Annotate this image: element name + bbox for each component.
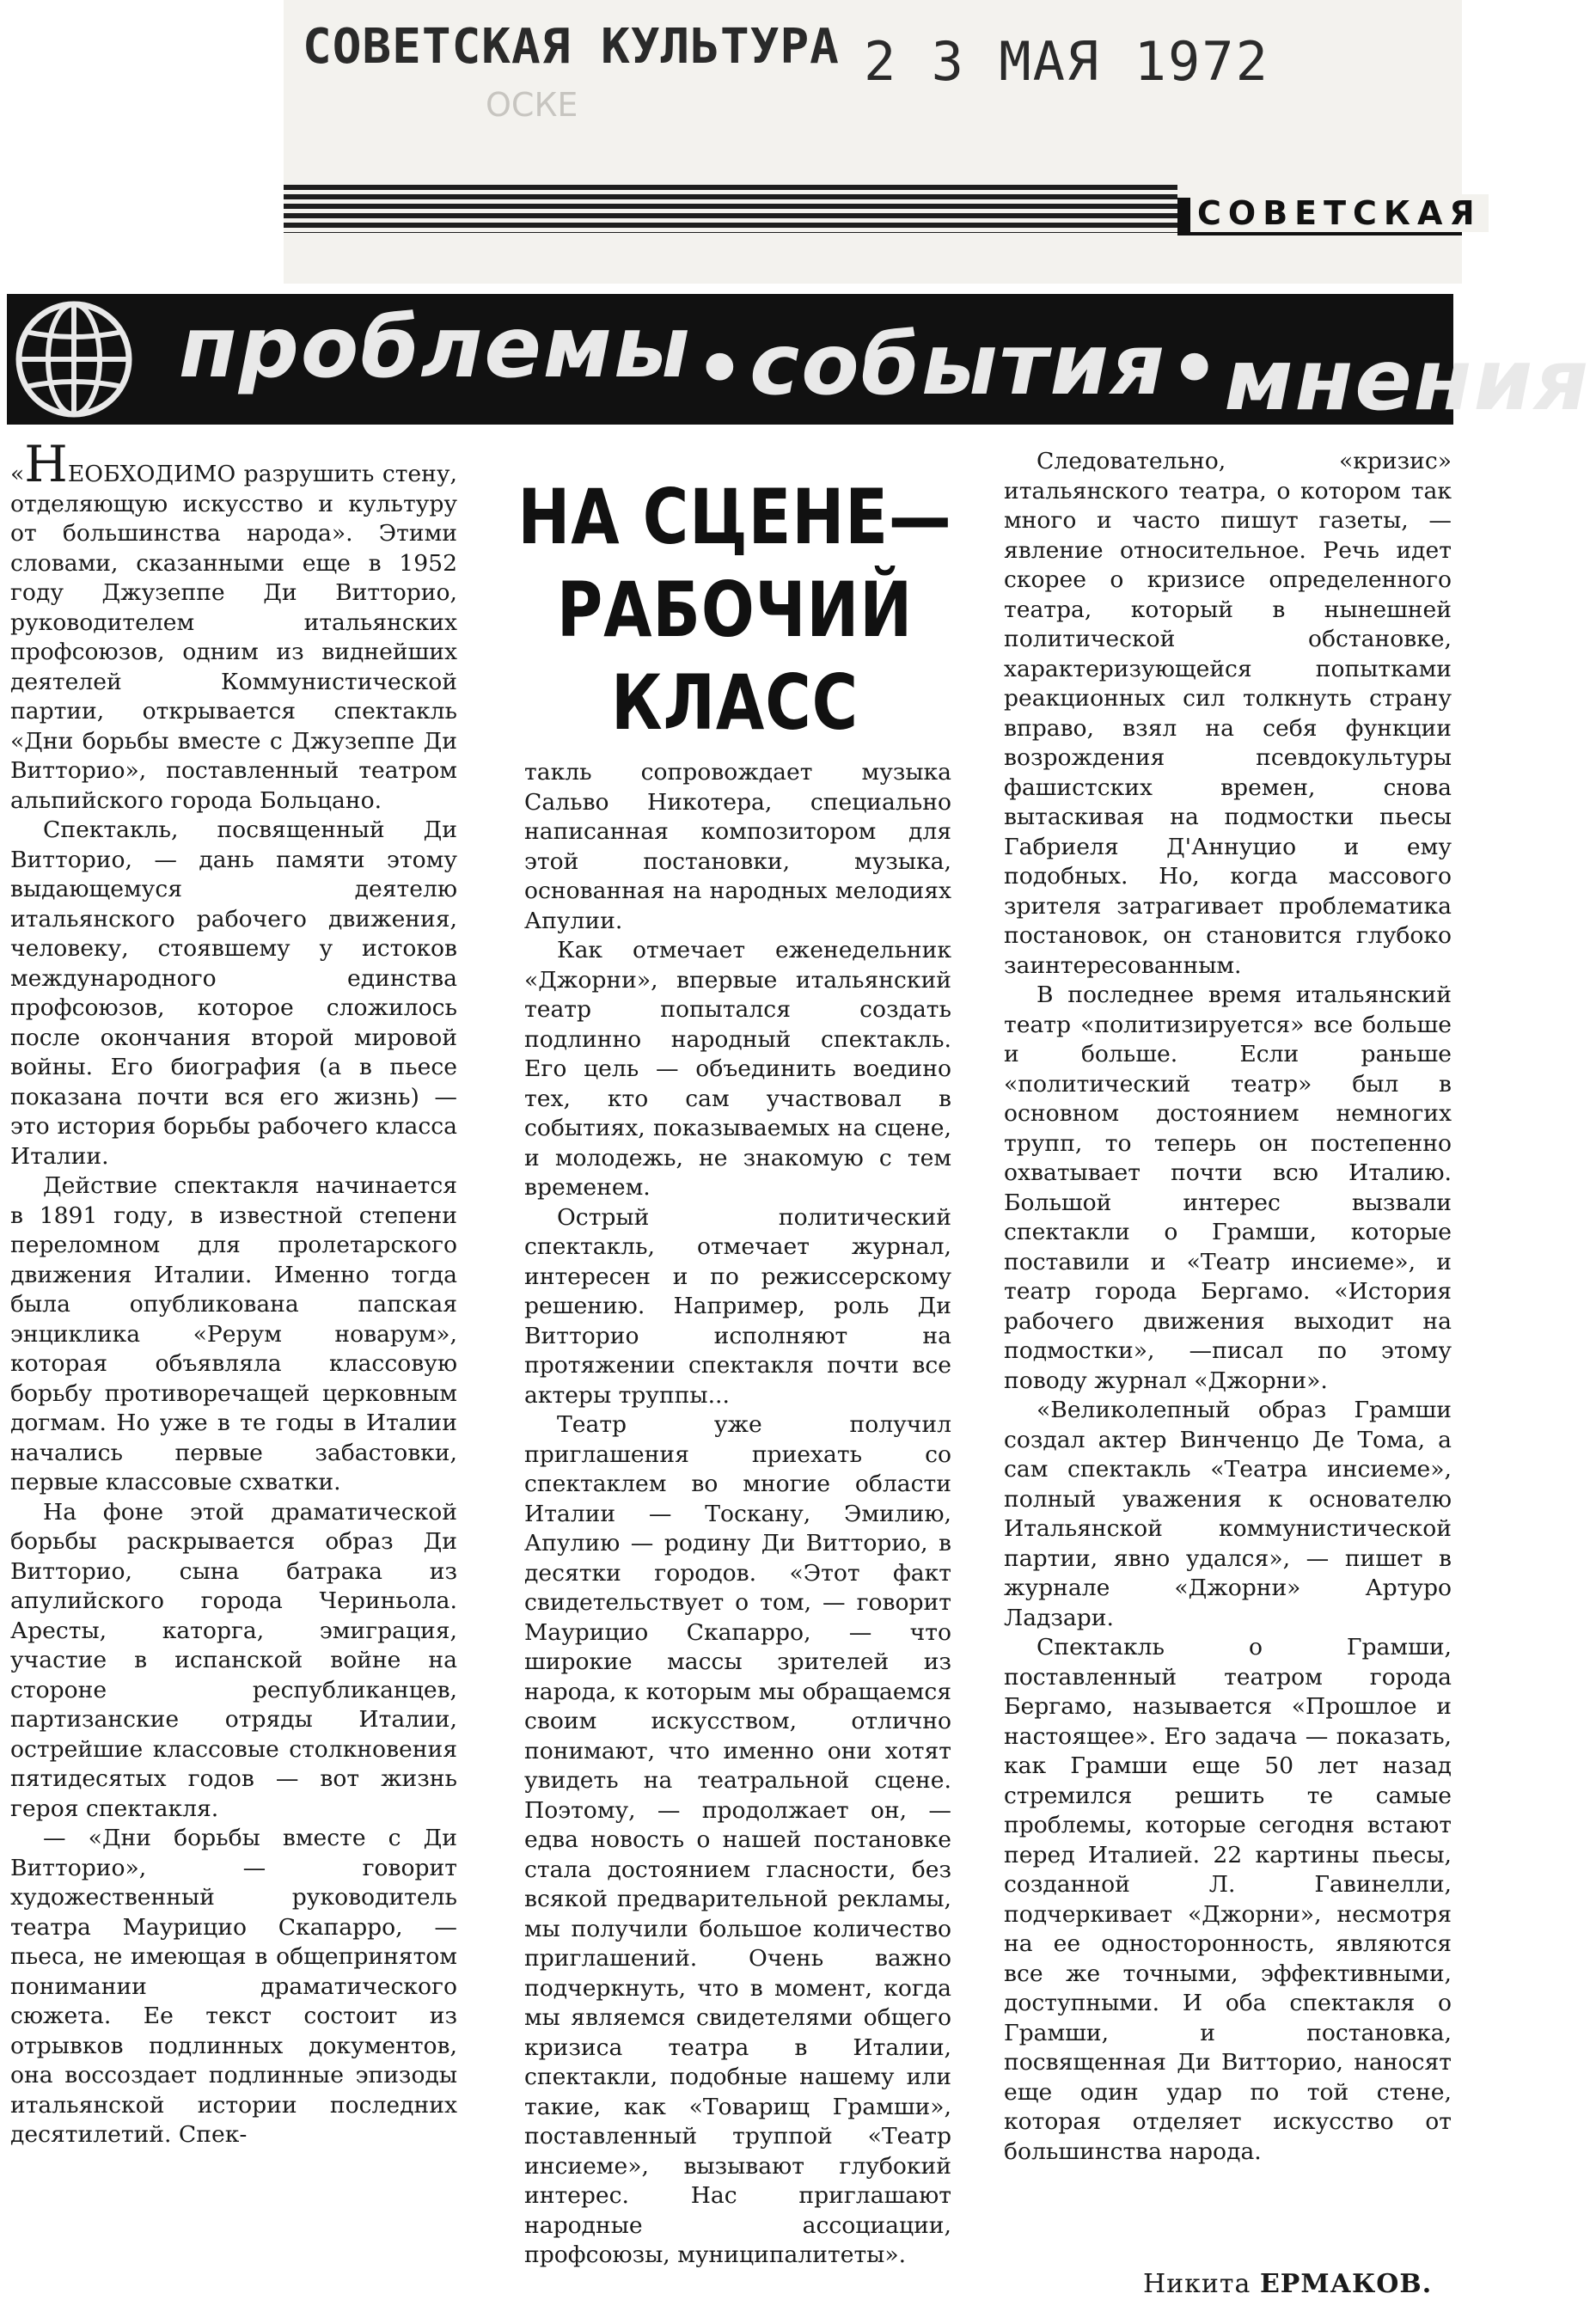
paragraph: — «Дни борьбы вместе с Ди Витторио», — говорит художественный руководитель театра Маурицио Скапарро, — пьеса, не имеющая в общепринятом понимании драматического сюжета. Ее текст состоит из отрывков подлинных документов, она воссоздает подлинные эпизоды итальянской истории последних десятилетий. Спек- — [10, 1825, 457, 2148]
date-stamp: 2 3 МАЯ 1972 — [864, 30, 1269, 93]
paragraph: Острый политический спектакль, отмечает журнал, интересен и по режиссерскому решению. Например, роль Ди Витторио исполняют на протяжении спектакля почти все актеры труппы... — [524, 1203, 951, 1409]
rubric-title — [179, 299, 1590, 430]
rubric-separator: • — [1169, 323, 1221, 414]
paragraph: Театр уже получил приглашения приехать со спектаклем во многие области Италии — Тоскану, Эмилию, Апулию — родину Ди Витторио, в десятки городов. «Этот факт свидетельствует о том, — говорит Маурицио Скапарро, — что широкие массы зрителей из народа, к которым мы обращаемся своим искусством, отлично понимают, что именно они хотят увидеть на театральной сцене. Поэтому, — продолжает он, — едва новость о нашей постановке стала достоянием гласности, без всякой предварительной рекламы, мы получили большое количество приглашений. Очень важно подчеркнуть, что в момент, когда мы являемся свидетелями общего кризиса театра в Италии, спектакли, подобные нашему или такие, как «Товарищ Грамши», поставленный труппой «Театр инсиеме», вызывают глубокий интерес. Нас приглашают народные ассоциации, профсоюзы, муниципалитеты». — [524, 1411, 951, 2268]
paragraph — [10, 435, 457, 816]
opening-quote: « — [10, 461, 25, 487]
author-signature — [1143, 2269, 1432, 2299]
headline-line: НА СЦЕНЕ— — [517, 473, 952, 561]
masthead-word: СОВЕТСКАЯ — [1190, 194, 1489, 232]
paragraph: такль сопровождает музыка Сальво Никотера, специально написанная композитором для этой постановки, музыка, основанная на народных мелодиях Апулии. — [524, 759, 951, 934]
rubric-separator: • — [694, 323, 747, 414]
article-column-2 — [524, 758, 951, 2271]
faded-stamp-text: ОСКЕ — [486, 86, 578, 124]
paragraph: «Великолепный образ Грамши создал актер Винченцо Де Тома, а сам спектакль «Театра инсиеме», полный уважения к основателю Итальянской коммунистической партии, явно удался», — пишет в журнале «Джорни» Артуро Ладзари. — [1004, 1397, 1452, 1631]
author-first-name: Никита — [1143, 2269, 1251, 2299]
rubric-word-problems: проблемы — [179, 299, 692, 397]
rubric-word-opinions: мнения — [1224, 332, 1590, 430]
masthead-rules — [284, 185, 1177, 233]
paragraph: Следовательно, «кризис» итальянского театра, о котором так много и часто пишут газеты, — явление относительное. Речь идет скорее о кризисе определенного театра, который в нынешней политической обстановке, характеризующейся попытками реакционных сил толкнуть страну вправо, взял на себя функции возрождения псевдокультуры фашистских времен, снова вытаскивая на подмостки пьесы Габриеля Д'Аннуцио и ему подобных. Но, когда массового зрителя затрагивает проблематика постановок, он становится глубоко заинтересованным. — [1004, 448, 1452, 979]
article-column-1 — [10, 435, 457, 2150]
headline-line: РАБОЧИЙ — [556, 566, 914, 654]
paragraph: Спектакль, посвященный Ди Витторио, — дань памяти этому выдающемуся деятелю итальянского рабочего движения, человеку, стоявшему у истоков международного единства профсоюзов, которое сложилось после окончания второй мировой войны. Его биография (а в пьесе показана почти вся его жизнь) — это история борьбы рабочего класса Италии. — [10, 816, 457, 1170]
newspaper-name-stamp: СОВЕТСКАЯ КУЛЬТУРА — [303, 19, 840, 75]
paragraph: На фоне этой драматической борьбы раскрывается образ Ди Витторио, сына батрака из апулийского города Чериньола. Аресты, каторга, эмиграция, участие в испанской войне на стороне республиканцев, партизанские отряды Италии, острейшие классовые столкновения пятидесятых годов — вот жизнь героя спектакля. — [10, 1498, 457, 1822]
headline-line: КЛАСС — [611, 658, 859, 747]
globe-icon — [14, 297, 134, 421]
paragraph: В последнее время итальянский театр «политизируется» все больше и больше. Если раньше «политический театр» был в основном достоянием немногих трупп, то теперь он постепенно охватывает почти всю Италию. Большой интерес вызвали спектакли о Грамши, которые поставили и «Театр инсиеме», и театр города Бергамо. «История рабочего движения выходит на подмостки», —писал по этому поводу журнал «Джорни». — [1004, 982, 1452, 1394]
paragraph: Как отмечает еженедельник «Джорни», впервые итальянский театр попытался создать подлинно народный спектакль. Его цель — объединить воедино тех, кто сам участвовал в событиях, показываемых на сцене, и молодежь, не знакомую с тем временем. — [524, 937, 951, 1201]
rubric-banner — [7, 294, 1590, 430]
lead-text: ЕОБХОДИМО разрушить стену, отделяющую искусство и культуру от большинства народа». Этими словами, сказанными еще в 1952 году Джузеппе Ди Витторио, руководителем итальянских профсоюзов, одним из виднейших деятелей Коммунистической партии, открывается спектакль «Дни борьбы вместе с Джузеппе Ди Витторио», поставленный театром альпийского города Больцано. — [10, 461, 457, 814]
article-headline — [481, 471, 988, 749]
rubric-word-events: события — [749, 316, 1166, 414]
paragraph: Спектакль о Грамши, поставленный театром города Бергамо, называется «Прошлое и настоящее». Его задача — показать, как Грамши еще 50 лет назад стремился решить те самые проблемы, которые сегодня встают перед Италией. 22 картины пьесы, созданной Л. Гавинелли, подчеркивает «Джорни», несмотря на ее односторонность, являются все же точными, эффективными, доступными. И оба спектакля о Грамши, и постановка, посвященная Ди Витторио, наносят еще один удар по той стене, которая отделяет искусство от большинства народа. — [1004, 1634, 1452, 2165]
article-column-3 — [1004, 447, 1452, 2167]
author-last-name: ЕРМАКОВ. — [1259, 2269, 1433, 2299]
drop-cap: Н — [24, 435, 68, 493]
paragraph: Действие спектакля начинается в 1891 году, в известной степени переломном для пролетарского движения Италии. Именно тогда была опубликована папская энциклика «Рерум новарум», которая объявляла классовую борьбу противоречащей церковным догмам. Но уже в те годы в Италии начались первые забастовки, первые классовые схватки. — [10, 1172, 457, 1495]
